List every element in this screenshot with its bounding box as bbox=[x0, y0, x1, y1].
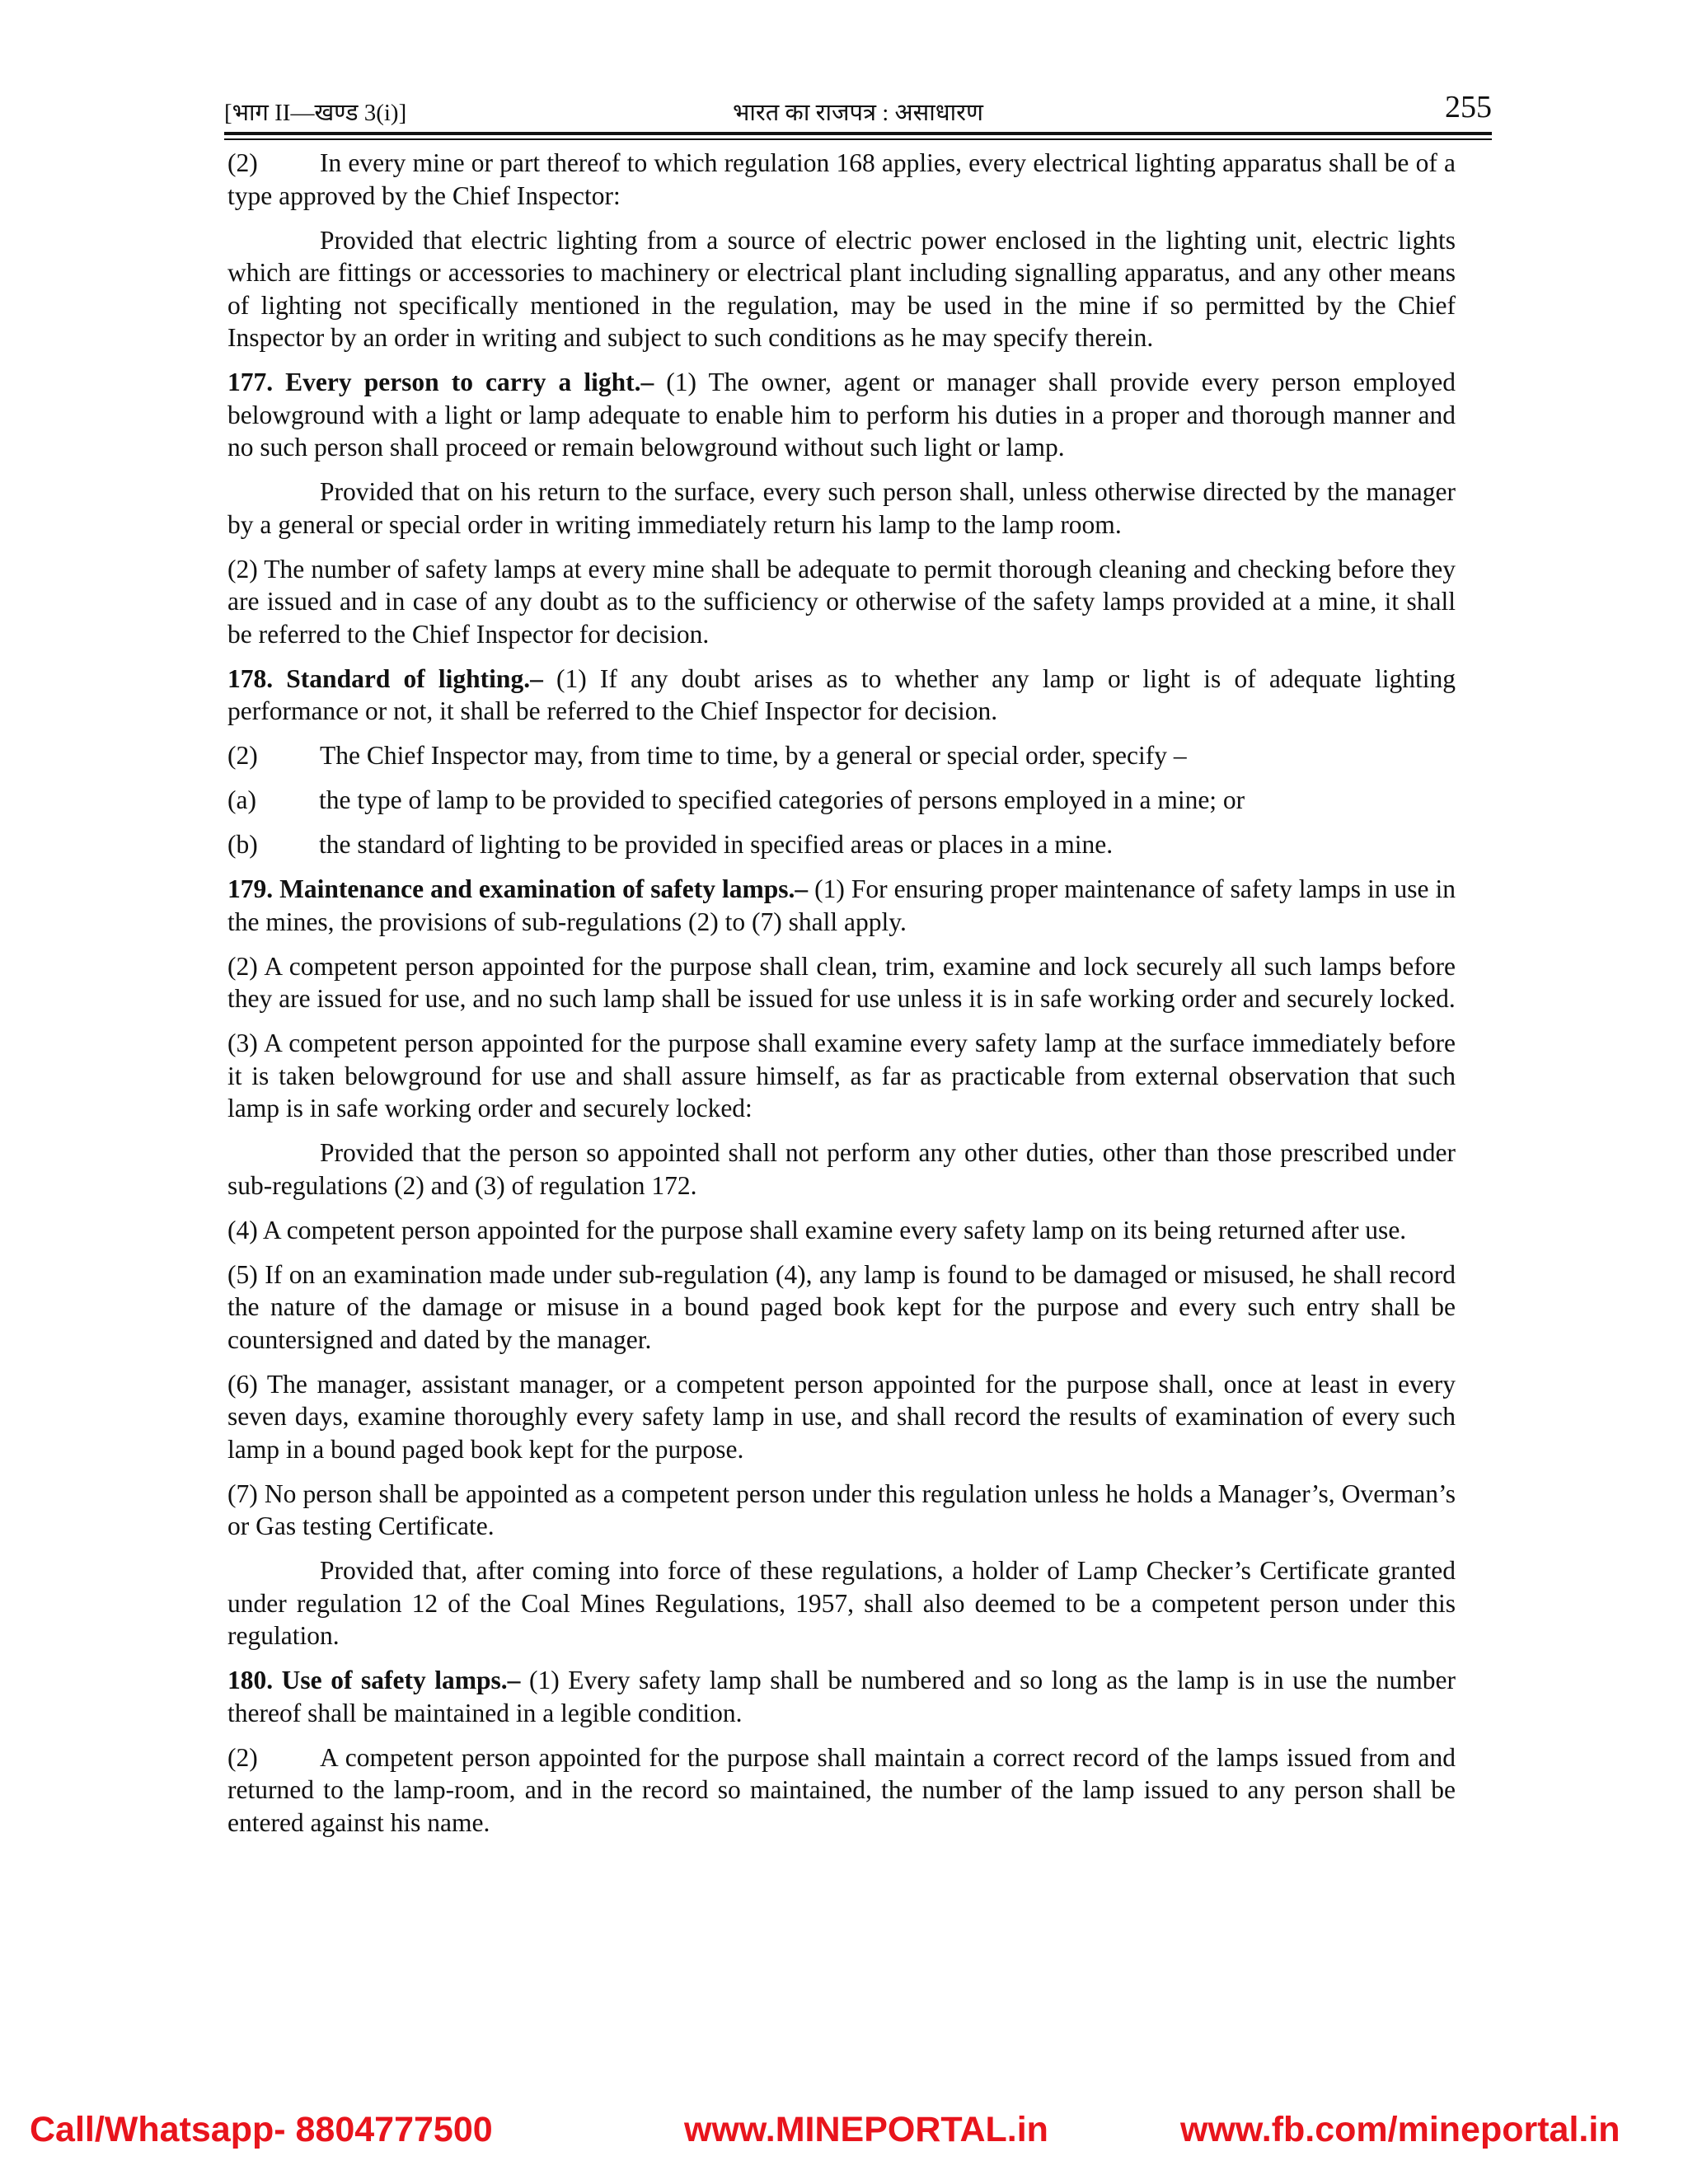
gazette-title: भारत का राजपत्र : असाधारण bbox=[733, 100, 983, 126]
regulation-180 bbox=[227, 1664, 1456, 1729]
clause-text: The Chief Inspector may, from time to time, by a general or special order, specify – bbox=[320, 741, 1187, 770]
page-number: 255 bbox=[1445, 90, 1492, 124]
page-header bbox=[224, 89, 1492, 132]
section-heading: 180. Use of safety lamps.– bbox=[227, 1666, 521, 1694]
clause-number: (2) bbox=[227, 1742, 258, 1772]
section-heading: 178. Standard of lighting.– bbox=[227, 663, 543, 693]
regulation-177 bbox=[227, 366, 1456, 464]
document-body bbox=[227, 147, 1456, 1851]
sub-regulation: (2) The number of safety lamps at every mine shall be adequate to permit thorough cleaning and checking before they are issued and in case of any doubt as to the sufficiency or otherwise of the safety lamps provided at a mine, it shall be referred to the Chief Inspector for decision. bbox=[227, 554, 1456, 649]
clause-text: A competent person appointed for the purpose shall maintain a correct record of the lamps issued from and returned to the lamp-room, and in the record so maintained, the number of the lamp issued to any person shall be entered against his name. bbox=[227, 1742, 1456, 1837]
proviso: Provided that electric lighting from a source of electric power enclosed in the lighting unit, electric lights which are fittings or accessories to machinery or electrical plant including signalling apparatus, and any other means of lighting not specifically mentioned in the regulation, may be used in the mine if so permitted by the Chief Inspector by an order in writing and subject to such conditions as he may specify therein. bbox=[227, 225, 1456, 352]
clause-number: (b) bbox=[227, 830, 258, 859]
section-text: (1) The owner, agent or manager shall provide every person employed belowground with a light or lamp adequate to enable him to perform his duties in a proper and thorough manner and no such person shall proceed or remain belowground without such light or lamp. bbox=[227, 368, 1456, 462]
paragraph bbox=[227, 147, 1456, 212]
sub-regulation: (2) A competent person appointed for the purpose shall clean, trim, examine and lock securely all such lamps before they are issued for use, and no such lamp shall be issued for use unless it is in safe working order and securely locked. bbox=[227, 951, 1456, 1013]
sub-regulation: (6) The manager, assistant manager, or a competent person appointed for the purpose shall, once at least in every seven days, examine thoroughly every safety lamp in use, and shall record the results of examination of every such lamp in a bound paged book kept for the purpose. bbox=[227, 1369, 1456, 1464]
header-rule-thin bbox=[224, 138, 1492, 140]
section-text: (1) Every safety lamp shall be numbered and so long as the lamp is in use the number thereof shall be maintained in a legible condition. bbox=[227, 1666, 1456, 1727]
gazette-part-label: [भाग II—खण्ड 3(i)] bbox=[224, 100, 407, 126]
clause-text: In every mine or part thereof to which regulation 168 applies, every electrical lighting apparatus shall be of a type approved by the Chief Inspector: bbox=[227, 148, 1456, 210]
clause-number: (a) bbox=[227, 785, 256, 814]
sub-regulation: (7) No person shall be appointed as a competent person under this regulation unless he holds a Manager’s, Overman’s or Gas testing Certificate. bbox=[227, 1479, 1456, 1540]
proviso: Provided that the person so appointed shall not perform any other duties, other than those prescribed under sub-regulations (2) and (3) of regulation 172. bbox=[227, 1138, 1456, 1200]
sub-regulation: (5) If on an examination made under sub-regulation (4), any lamp is found to be damaged or misused, he shall record the nature of the damage or misuse in a bound paged book kept for the purpose and every such entry shall be countersigned and dated by the manager. bbox=[227, 1259, 1456, 1354]
proviso: Provided that, after coming into force of these regulations, a holder of Lamp Checker’s Certificate granted under regulation 12 of the Coal Mines Regulations, 1957, shall also deemed to be a competent person under this regulation. bbox=[227, 1556, 1456, 1650]
sub-regulation: (3) A competent person appointed for the purpose shall examine every safety lamp at the surface immediately before it is taken belowground for use and shall assure himself, as far as practicable from external observation that such lamp is in safe working order and securely locked: bbox=[227, 1029, 1456, 1122]
clause-item bbox=[227, 784, 1456, 817]
clause-number: (2) bbox=[227, 741, 258, 770]
clause-item bbox=[227, 828, 1456, 861]
footer-facebook-link[interactable]: www.fb.com/mineportal.in bbox=[1180, 2110, 1620, 2149]
clause-text: the standard of lighting to be provided in specified areas or places in a mine. bbox=[319, 830, 1114, 859]
proviso: Provided that on his return to the surface, every such person shall, unless otherwise directed by the manager by a general or special order in writing immediately return his lamp to the lamp room. bbox=[227, 477, 1456, 539]
section-text: (1) For ensuring proper maintenance of safety lamps in use in the mines, the provisions of sub-regulations (2) to (7) shall apply. bbox=[227, 874, 1456, 936]
section-heading: 177. Every person to carry a light.– bbox=[227, 368, 654, 396]
regulation-179 bbox=[227, 873, 1456, 938]
sub-regulation: (4) A competent person appointed for the purpose shall examine every safety lamp on its being returned after use. bbox=[227, 1215, 1407, 1244]
clause-number: (2) bbox=[227, 148, 258, 177]
clause-text: the type of lamp to be provided to specified categories of persons employed in a mine; or bbox=[319, 785, 1245, 814]
footer-website-link[interactable]: www.MINEPORTAL.in bbox=[684, 2110, 1048, 2149]
sub-regulation bbox=[227, 1741, 1456, 1840]
section-text: (1) If any doubt arises as to whether any lamp or light is of adequate lighting performance or not, it shall be referred to the Chief Inspector for decision. bbox=[227, 663, 1456, 725]
section-heading: 179. Maintenance and examination of safety lamps.– bbox=[227, 874, 809, 903]
regulation-178 bbox=[227, 663, 1456, 728]
footer-contact: Call/Whatsapp- 8804777500 bbox=[30, 2110, 493, 2149]
sub-regulation bbox=[227, 739, 1456, 772]
header-rule-thick bbox=[224, 132, 1492, 135]
